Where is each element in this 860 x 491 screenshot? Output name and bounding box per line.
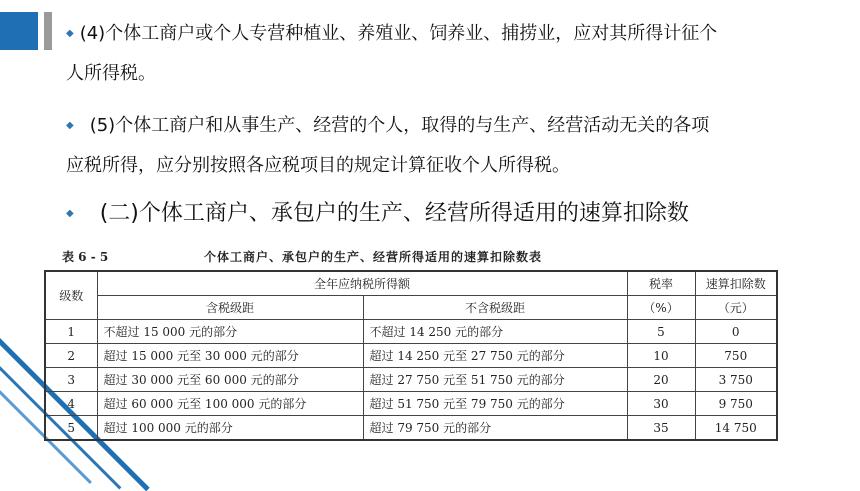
tax-rate-table (44, 270, 778, 441)
cell-level: 3 (45, 368, 97, 392)
header-deduction: 速算扣除数 (695, 271, 777, 296)
bullet-4-line2: 人所得税。 (66, 63, 156, 84)
cell-level: 2 (45, 344, 97, 368)
diamond-bullet-icon: ◆ (66, 208, 74, 219)
cell-rate: 30 (627, 392, 695, 416)
cell-level: 1 (45, 320, 97, 344)
section-heading (66, 194, 689, 234)
tax-table-container (44, 270, 778, 441)
bullet-item-5 (66, 106, 709, 146)
cell-with-tax: 不超过 15 000 元的部分 (97, 320, 363, 344)
table-row (45, 368, 777, 392)
bullet-item-5-cont (66, 146, 570, 186)
cell-with-tax: 超过 60 000 元至 100 000 元的部分 (97, 392, 363, 416)
table-subheader-row (45, 296, 777, 320)
header-without-tax: 不含税级距 (363, 296, 627, 320)
table-caption-label: 表 6 - 5 (62, 250, 109, 264)
cell-deduction: 3 750 (695, 368, 777, 392)
cell-with-tax: 超过 15 000 元至 30 000 元的部分 (97, 344, 363, 368)
bullet-5-line1: (5)个体工商户和从事生产、经营的个人，取得的与生产、经营活动无关的各项 (89, 115, 710, 136)
cell-without-tax: 超过 79 750 元的部分 (363, 416, 627, 441)
diamond-bullet-icon: ◆ (66, 120, 74, 131)
table-row (45, 416, 777, 441)
bullet-item-4-cont (66, 54, 156, 94)
cell-deduction: 750 (695, 344, 777, 368)
bullet-item-4 (66, 14, 717, 54)
table-caption-title: 个体工商户、承包户的生产、经营所得适用的速算扣除数表 (204, 250, 543, 264)
cell-rate: 35 (627, 416, 695, 441)
table-header-row (45, 271, 777, 296)
cell-without-tax: 超过 14 250 元至 27 750 元的部分 (363, 344, 627, 368)
header-income-group: 全年应纳税所得额 (97, 271, 627, 296)
cell-with-tax: 超过 100 000 元的部分 (97, 416, 363, 441)
cell-without-tax: 超过 27 750 元至 51 750 元的部分 (363, 368, 627, 392)
corner-accent-block (0, 12, 38, 50)
cell-level: 5 (45, 416, 97, 441)
cell-with-tax: 超过 30 000 元至 60 000 元的部分 (97, 368, 363, 392)
cell-without-tax: 超过 51 750 元至 79 750 元的部分 (363, 392, 627, 416)
header-rate: 税率 (627, 271, 695, 296)
cell-deduction: 14 750 (695, 416, 777, 441)
cell-rate: 20 (627, 368, 695, 392)
cell-deduction: 0 (695, 320, 777, 344)
header-rate-unit: （%） (627, 296, 695, 320)
header-with-tax: 含税级距 (97, 296, 363, 320)
diamond-bullet-icon: ◆ (66, 28, 74, 39)
corner-accent-bar (44, 12, 52, 50)
cell-deduction: 9 750 (695, 392, 777, 416)
bullet-5-line2: 应税所得，应分别按照各应税项目的规定计算征收个人所得税。 (66, 155, 570, 176)
table-row (45, 320, 777, 344)
cell-rate: 5 (627, 320, 695, 344)
bullet-4-line1: (4)个体工商户或个人专营种植业、养殖业、饲养业、捕捞业，应对其所得计征个 (79, 23, 718, 44)
table-row (45, 392, 777, 416)
cell-level: 4 (45, 392, 97, 416)
header-level: 级数 (45, 271, 97, 320)
header-deduction-unit: （元） (695, 296, 777, 320)
cell-rate: 10 (627, 344, 695, 368)
section-heading-text: (二)个体工商户、承包户的生产、经营所得适用的速算扣除数 (99, 201, 689, 226)
cell-without-tax: 不超过 14 250 元的部分 (363, 320, 627, 344)
table-row (45, 344, 777, 368)
